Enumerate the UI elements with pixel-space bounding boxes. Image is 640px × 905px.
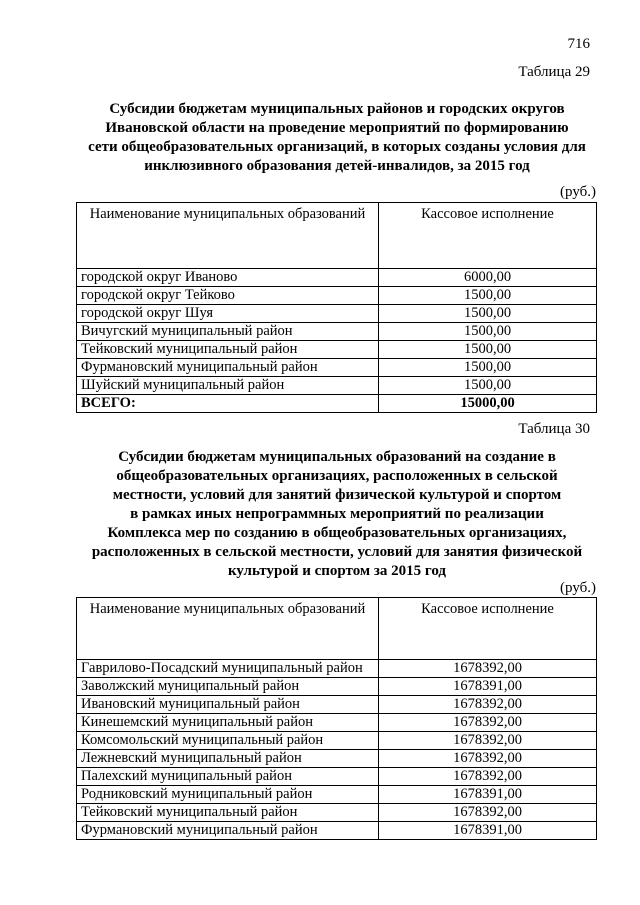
row-value: 1500,00: [379, 323, 597, 341]
row-value: 1500,00: [379, 359, 597, 377]
row-name: городской округ Иваново: [77, 269, 379, 287]
table30-title-line: Субсидии бюджетам муниципальных образований на создание в: [118, 449, 556, 465]
table29-label: Таблица 29: [518, 64, 590, 80]
row-name: Лежневский муниципальный район: [77, 750, 379, 768]
table29: [76, 202, 597, 413]
table-row: [77, 822, 597, 840]
table-row: [77, 714, 597, 732]
column-header-value: Кассовое исполнение: [379, 203, 597, 269]
row-value: 1678391,00: [379, 678, 597, 696]
row-value: 1678391,00: [379, 822, 597, 840]
column-header-name: Наименование муниципальных образований: [77, 203, 379, 269]
row-value: 1500,00: [379, 305, 597, 323]
row-value: 1678392,00: [379, 804, 597, 822]
row-name: Кинешемский муниципальный район: [77, 714, 379, 732]
table-row: [77, 696, 597, 714]
table30-title: [78, 448, 596, 581]
row-name: городской округ Шуя: [77, 305, 379, 323]
row-value: 1678392,00: [379, 732, 597, 750]
row-name: Палехский муниципальный район: [77, 768, 379, 786]
row-name: Родниковский муниципальный район: [77, 786, 379, 804]
page-number: 716: [567, 36, 590, 52]
table-row: [77, 305, 597, 323]
table30-title-line: расположенных в сельской местности, условий для занятия физической: [91, 544, 583, 560]
table-row: [77, 341, 597, 359]
row-name: Шуйский муниципальный район: [77, 377, 379, 395]
table-row: [77, 377, 597, 395]
table-row: [77, 359, 597, 377]
table30-label: Таблица 30: [518, 421, 590, 437]
row-name: Гаврилово-Посадский муниципальный район: [77, 660, 379, 678]
table29-title-line: инклюзивного образования детей-инвалидов, за 2015 год: [144, 158, 530, 174]
table-row: [77, 287, 597, 305]
row-value: 1500,00: [379, 377, 597, 395]
row-value: 1500,00: [379, 287, 597, 305]
table-row: [77, 732, 597, 750]
row-value: 1678392,00: [379, 696, 597, 714]
table-row: [77, 660, 597, 678]
table30-title-line: местности, условий для занятий физической культурой и спортом: [112, 487, 562, 503]
row-value: 6000,00: [379, 269, 597, 287]
table-row: [77, 678, 597, 696]
total-label: ВСЕГО:: [77, 395, 379, 413]
row-name: Заволжский муниципальный район: [77, 678, 379, 696]
row-name: Тейковский муниципальный район: [77, 341, 379, 359]
table29-unit: (руб.): [560, 184, 596, 200]
column-header-value: Кассовое исполнение: [379, 598, 597, 660]
table-row: [77, 786, 597, 804]
table-total-row: [77, 395, 597, 413]
row-name: Фурмановский муниципальный район: [77, 359, 379, 377]
table30-title-line: культурой и спортом за 2015 год: [227, 563, 447, 579]
table-row: [77, 323, 597, 341]
row-name: городской округ Тейково: [77, 287, 379, 305]
table29-title-line: Ивановской области на проведение мероприятий по формированию: [105, 120, 569, 136]
table-row: [77, 804, 597, 822]
table29-title-line: сети общеобразовательных организаций, в которых созданы условия для: [88, 139, 586, 155]
table30-title-line: общеобразовательных организациях, расположенных в сельской: [116, 468, 558, 484]
column-header-name: Наименование муниципальных образований: [77, 598, 379, 660]
row-value: 1678392,00: [379, 768, 597, 786]
row-value: 1678392,00: [379, 660, 597, 678]
table29-title-line: Субсидии бюджетам муниципальных районов и городских округов: [109, 101, 565, 117]
row-name: Вичугский муниципальный район: [77, 323, 379, 341]
row-name: Ивановский муниципальный район: [77, 696, 379, 714]
table-header-row: [77, 598, 597, 660]
row-value: 1678392,00: [379, 750, 597, 768]
row-name: Тейковский муниципальный район: [77, 804, 379, 822]
table-row: [77, 750, 597, 768]
table30-unit: (руб.): [560, 580, 596, 596]
table30: [76, 597, 597, 840]
total-value: 15000,00: [379, 395, 597, 413]
table30-title-line: Комплекса мер по созданию в общеобразовательных организациях,: [107, 525, 567, 541]
row-value: 1678392,00: [379, 714, 597, 732]
row-name: Комсомольский муниципальный район: [77, 732, 379, 750]
table30-title-line: в рамках иных непрограммных мероприятий по реализации: [130, 506, 544, 522]
row-value: 1678391,00: [379, 786, 597, 804]
row-value: 1500,00: [379, 341, 597, 359]
row-name: Фурмановский муниципальный район: [77, 822, 379, 840]
table29-title: [78, 100, 596, 176]
table-row: [77, 768, 597, 786]
table-header-row: [77, 203, 597, 269]
table-row: [77, 269, 597, 287]
